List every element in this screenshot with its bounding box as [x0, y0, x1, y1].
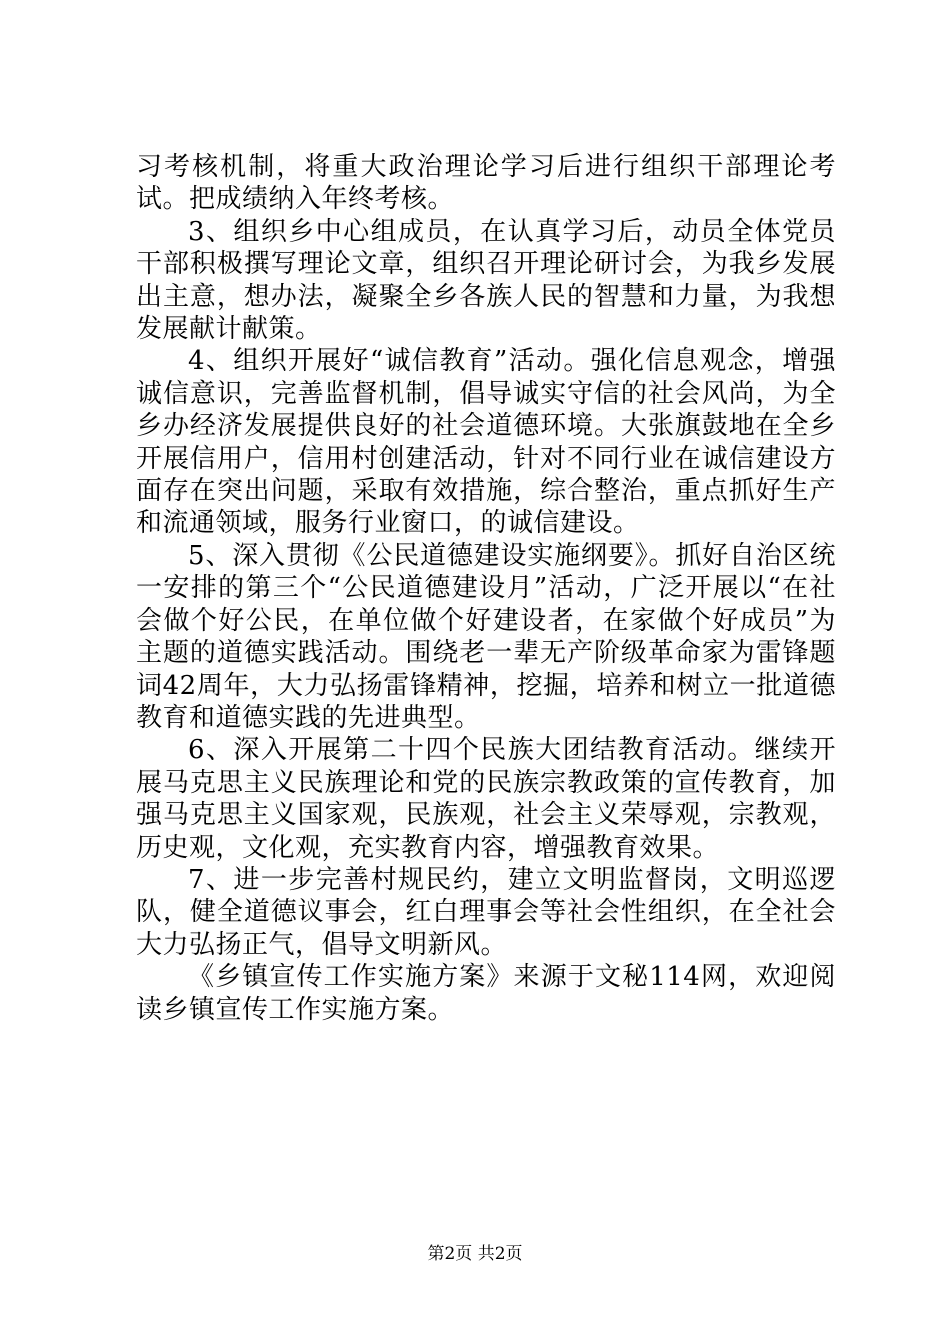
page-number: 第2页 共2页	[427, 1244, 523, 1264]
paragraph-item-5: 5、深入贯彻《公民道德建设实施纲要》。抓好自治区统一安排的第三个“公民道德建设月”活动，广泛开展以“在社会做个好公民，在单位做个好建设者，在家做个好成员”为主题的道德实践活动。围绕老一辈无产阶级革命家为雷锋题词42周年，大力弘扬雷锋精神，挖掘，培养和树立一批道德教育和道德实践的先进典型。	[136, 540, 836, 733]
paragraph-continuation: 习考核机制，将重大政治理论学习后进行组织干部理论考试。把成绩纳入年终考核。	[136, 152, 836, 215]
paragraph-item-6: 6、深入开展第二十四个民族大团结教育活动。继续开展马克思主义民族理论和党的民族宗教政策的宣传教育，加强马克思主义国家观，民族观，社会主义荣辱观，宗教观，历史观，文化观，充实教育内容，增强教育效果。	[136, 735, 836, 863]
document-body	[136, 151, 836, 1026]
paragraph-item-4: 4、组织开展好“诚信教育”活动。强化信息观念，增强诚信意识，完善监督机制，倡导诚实守信的社会风尚，为全乡办经济发展提供良好的社会道德环境。大张旗鼓地在全乡开展信用户，信用村创建活动，针对不同行业在诚信建设方面存在突出问题，采取有效措施，综合整治，重点抓好生产和流通领域，服务行业窗口，的诚信建设。	[136, 346, 836, 539]
paragraph-item-7: 7、进一步完善村规民约，建立文明监督岗，文明巡逻队，健全道德议事会，红白理事会等社会性组织，在全社会大力弘扬正气，倡导文明新风。	[136, 864, 836, 960]
paragraph-source-note: 《乡镇宣传工作实施方案》来源于文秘114网，欢迎阅读乡镇宣传工作实施方案。	[136, 962, 836, 1025]
paragraph-item-3: 3、组织乡中心组成员，在认真学习后，动员全体党员干部积极撰写理论文章，组织召开理论研讨会，为我乡发展出主意，想办法，凝聚全乡各族人民的智慧和力量，为我想发展献计献策。	[136, 216, 836, 345]
